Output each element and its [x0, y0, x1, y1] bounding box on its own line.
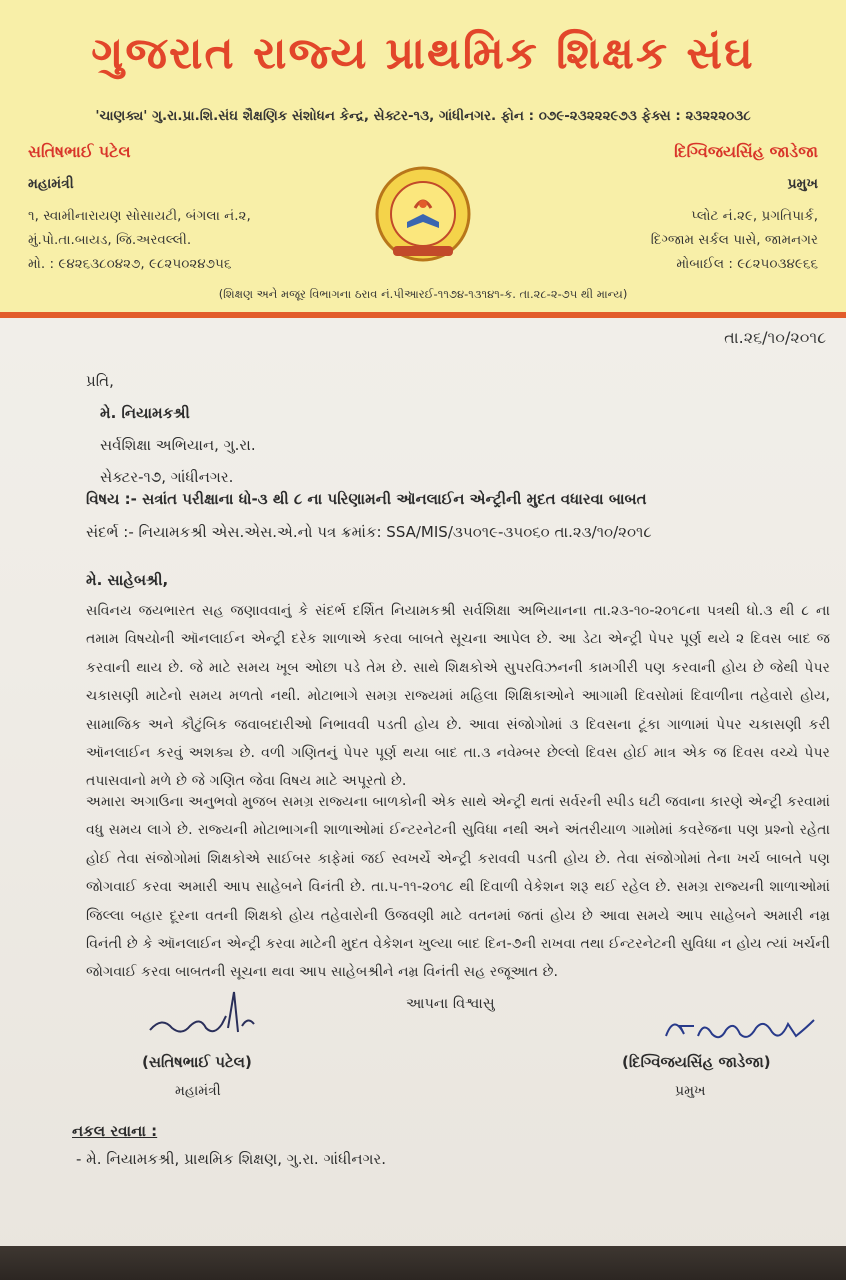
letterhead	[0, 0, 846, 318]
left-name: સતિષભાઈ પટેલ	[28, 142, 131, 161]
right-address-1: પ્લોટ નં.૨૯, પ્રગતિપાર્ક,	[691, 208, 818, 224]
left-signatory-name: (સતિષભાઈ પટેલ)	[142, 1053, 252, 1071]
letter-date: તા.૨૬/૧૦/૨૦૧૮	[724, 328, 826, 347]
organization-title: ગુજરાત રાજ્ય પ્રાથમિક શિક્ષક સંઘ	[91, 28, 755, 79]
left-phone: મો. : ૯૪૨૬૩૮૦૪૨૭, ૯૮૨૫૦૨૪૭૫૬	[28, 256, 232, 272]
left-address-1: ૧, સ્વામીનારાયણ સોસાયટી, બંગલા નં.૨,	[28, 208, 251, 224]
recipient-line-3: સેક્ટર-૧૭, ગાંધીનગર.	[100, 468, 234, 486]
right-signatory-role: પ્રમુખ	[675, 1083, 706, 1099]
right-name: દિગ્વિજયસિંહ જાડેજા	[674, 142, 818, 161]
recipient-block	[86, 372, 256, 500]
closing-phrase: આપના વિશ્વાસુ	[406, 996, 495, 1012]
recipient-line-2: સર્વશિક્ષા અભિયાન, ગુ.રા.	[100, 436, 256, 454]
letter-subject: વિષય :- સત્રાંત પરીક્ષાના ધો-૩ થી ૮ ના પરિણામની ઑનલાઈન એન્ટ્રીની મુદત વધારવા બાબત	[86, 490, 647, 508]
body-paragraph-1: સવિનય જયભારત સહ જણાવવાનું કે સંદર્ભ દર્શિત નિયામકશ્રી સર્વશિક્ષા અભિયાનના તા.૨૩-૧૦-૨૦૧૮ના પત્રથી ધો.૩ થી ૮ ના તમામ વિષયોની ઑનલાઈન એન્ટ્રી દરેક શાળાએ કરવા બાબતે સૂચના આપેલ છે. આ ડેટા એન્ટ્રી પેપર પૂર્ણ થયે ૨ દિવસ બાદ જ કરવાની થાય છે. જે માટે સમય ખૂબ ઓછા પડે તેમ છે. સાથે શિક્ષકોએ સુપરવિઝનની કામગીરી પણ કરવાની હોય છે જેથી પેપર ચકાસણી માટેનો સમય મળતો નથી. મોટાભાગે સમગ્ર રાજ્યમાં મહિલા શિક્ષિકાઓને આગામી દિવસોમાં દિવાળીના તહેવારો હોય, સામાજિક અને કૌટુંબિક જવાબદારીઓ નિભાવવી પડતી હોય છે. આવા સંજોગોમાં ૩ દિવસના ટૂંકા ગાળામાં પેપર ચકાસણી કરી ઑનલાઈન કરવું અશક્ય છે. વળી ગણિતનું પેપર પૂર્ણ થયા બાદ તા.૩ નવેમ્બર છેલ્લો દિવસ હોઈ માત્ર એક જ દિવસ વચ્ચે પેપર તપાસવાનો મળે છે જે ગણિત જેવા વિષય માટે અપૂરતો છે.	[86, 603, 830, 790]
letter-reference: સંદર્ભ :- નિયામકશ્રી એસ.એસ.એ.નો પત્ર ક્રમાંક: SSA/MIS/૩૫૦૧૯-૩૫૦૬૦ તા.૨૩/૧૦/૨૦૧૮	[86, 523, 652, 541]
copy-to-heading: નકલ રવાના :	[72, 1122, 158, 1140]
approval-note: (શિક્ષણ અને મજૂર વિભાગના ઠરાવ નં.પીઆરઈ-૧૧૭૪-૧૩૧૪૧-ક. તા.૨૮-૨-૭૫ થી માન્ય)	[218, 287, 628, 301]
organization-seal-logo	[373, 164, 473, 264]
right-office-bearer	[518, 142, 818, 272]
left-role: મહામંત્રી	[28, 176, 74, 192]
recipient-name: મે. નિયામકશ્રી	[100, 404, 190, 422]
photo-background-edge	[0, 1246, 846, 1280]
left-signature	[142, 986, 282, 1046]
recipient-prefix: પ્રતિ,	[86, 372, 114, 390]
left-signatory-role: મહામંત્રી	[175, 1083, 221, 1099]
salutation: મે. સાહેબશ્રી,	[86, 571, 169, 589]
right-signatory-name: (દિગ્વિજયસિંહ જાડેજા)	[622, 1053, 771, 1071]
right-signature	[660, 1008, 820, 1048]
right-role: પ્રમુખ	[787, 176, 818, 192]
organization-address: 'ચાણક્ય' ગુ.રા.પ્રા.શિ.સંઘ શૈક્ષણિક સંશોધન કેન્દ્ર, સેક્ટર-૧૩, ગાંધીનગર. ફોન : ૦૭૯-૨૩૨૨૨૯૭૩ ફેક્સ : ૨૩૨૨૨૦૩૮	[95, 108, 751, 124]
right-address-2: દિગ્જામ સર્કલ પાસે, જામનગર	[650, 232, 818, 248]
left-office-bearer	[28, 142, 328, 272]
copy-to-line: - મે. નિયામકશ્રી, પ્રાથમિક શિક્ષણ, ગુ.રા. ગાંધીનગર.	[76, 1150, 387, 1168]
body-paragraph-2: અમારા અગાઉના અનુભવો મુજબ સમગ્ર રાજ્યના બાળકોની એક સાથે એન્ટ્રી થતાં સર્વરની સ્પીડ ઘટી જવાના કારણે એન્ટ્રી કરવામાં વધુ સમય લાગે છે. રાજ્યની મોટાભાગની શાળાઓમાં ઈન્ટરનેટની સુવિધા નથી અને અંતરીયાળ ગામોમાં કવરેજના પણ પ્રશ્નો રહેતા હોઈ તેવા સંજોગોમાં શિક્ષકોએ સાઈબર કાફેમાં જઈ સ્વખર્ચે એન્ટ્રી કરાવવી પડતી હોય છે. તેવા સંજોગોમાં તેના ખર્ચ બાબતે પણ જોગવાઈ કરવા અમારી આપ સાહેબને વિનંતી છે. તા.૫-૧૧-૨૦૧૮ થી દિવાળી વેકેશન શરૂ થઈ રહેલ છે. સમગ્ર રાજ્યની શાળાઓમાં જિલ્લા બહાર દૂરના વતની શિક્ષકો હોય તહેવારોની ઉજવણી માટે વતનમાં જતાં હોય છે આવા સમયે આપ સાહેબને અમારી નમ્ર વિનંતી છે કે ઑનલાઈન એન્ટ્રી કરવા માટેની મુદત વેકેશન ખુલ્યા બાદ દિન-૭ની રાખવા તથા ઈન્ટરનેટની સુવિધા ન હોય ત્યાં ખર્ચની જોગવાઈ કરવા બાબતની સૂચના થવા આપ સાહેબશ્રીને નમ્ર વિનંતી સહ રજૂઆત છે.	[86, 794, 830, 981]
right-phone: મોબાઈલ : ૯૮૨૫૦૩૪૯૬૬	[676, 256, 818, 272]
left-address-2: મું.પો.તા.બાયડ, જિ.અરવલ્લી.	[28, 232, 192, 248]
